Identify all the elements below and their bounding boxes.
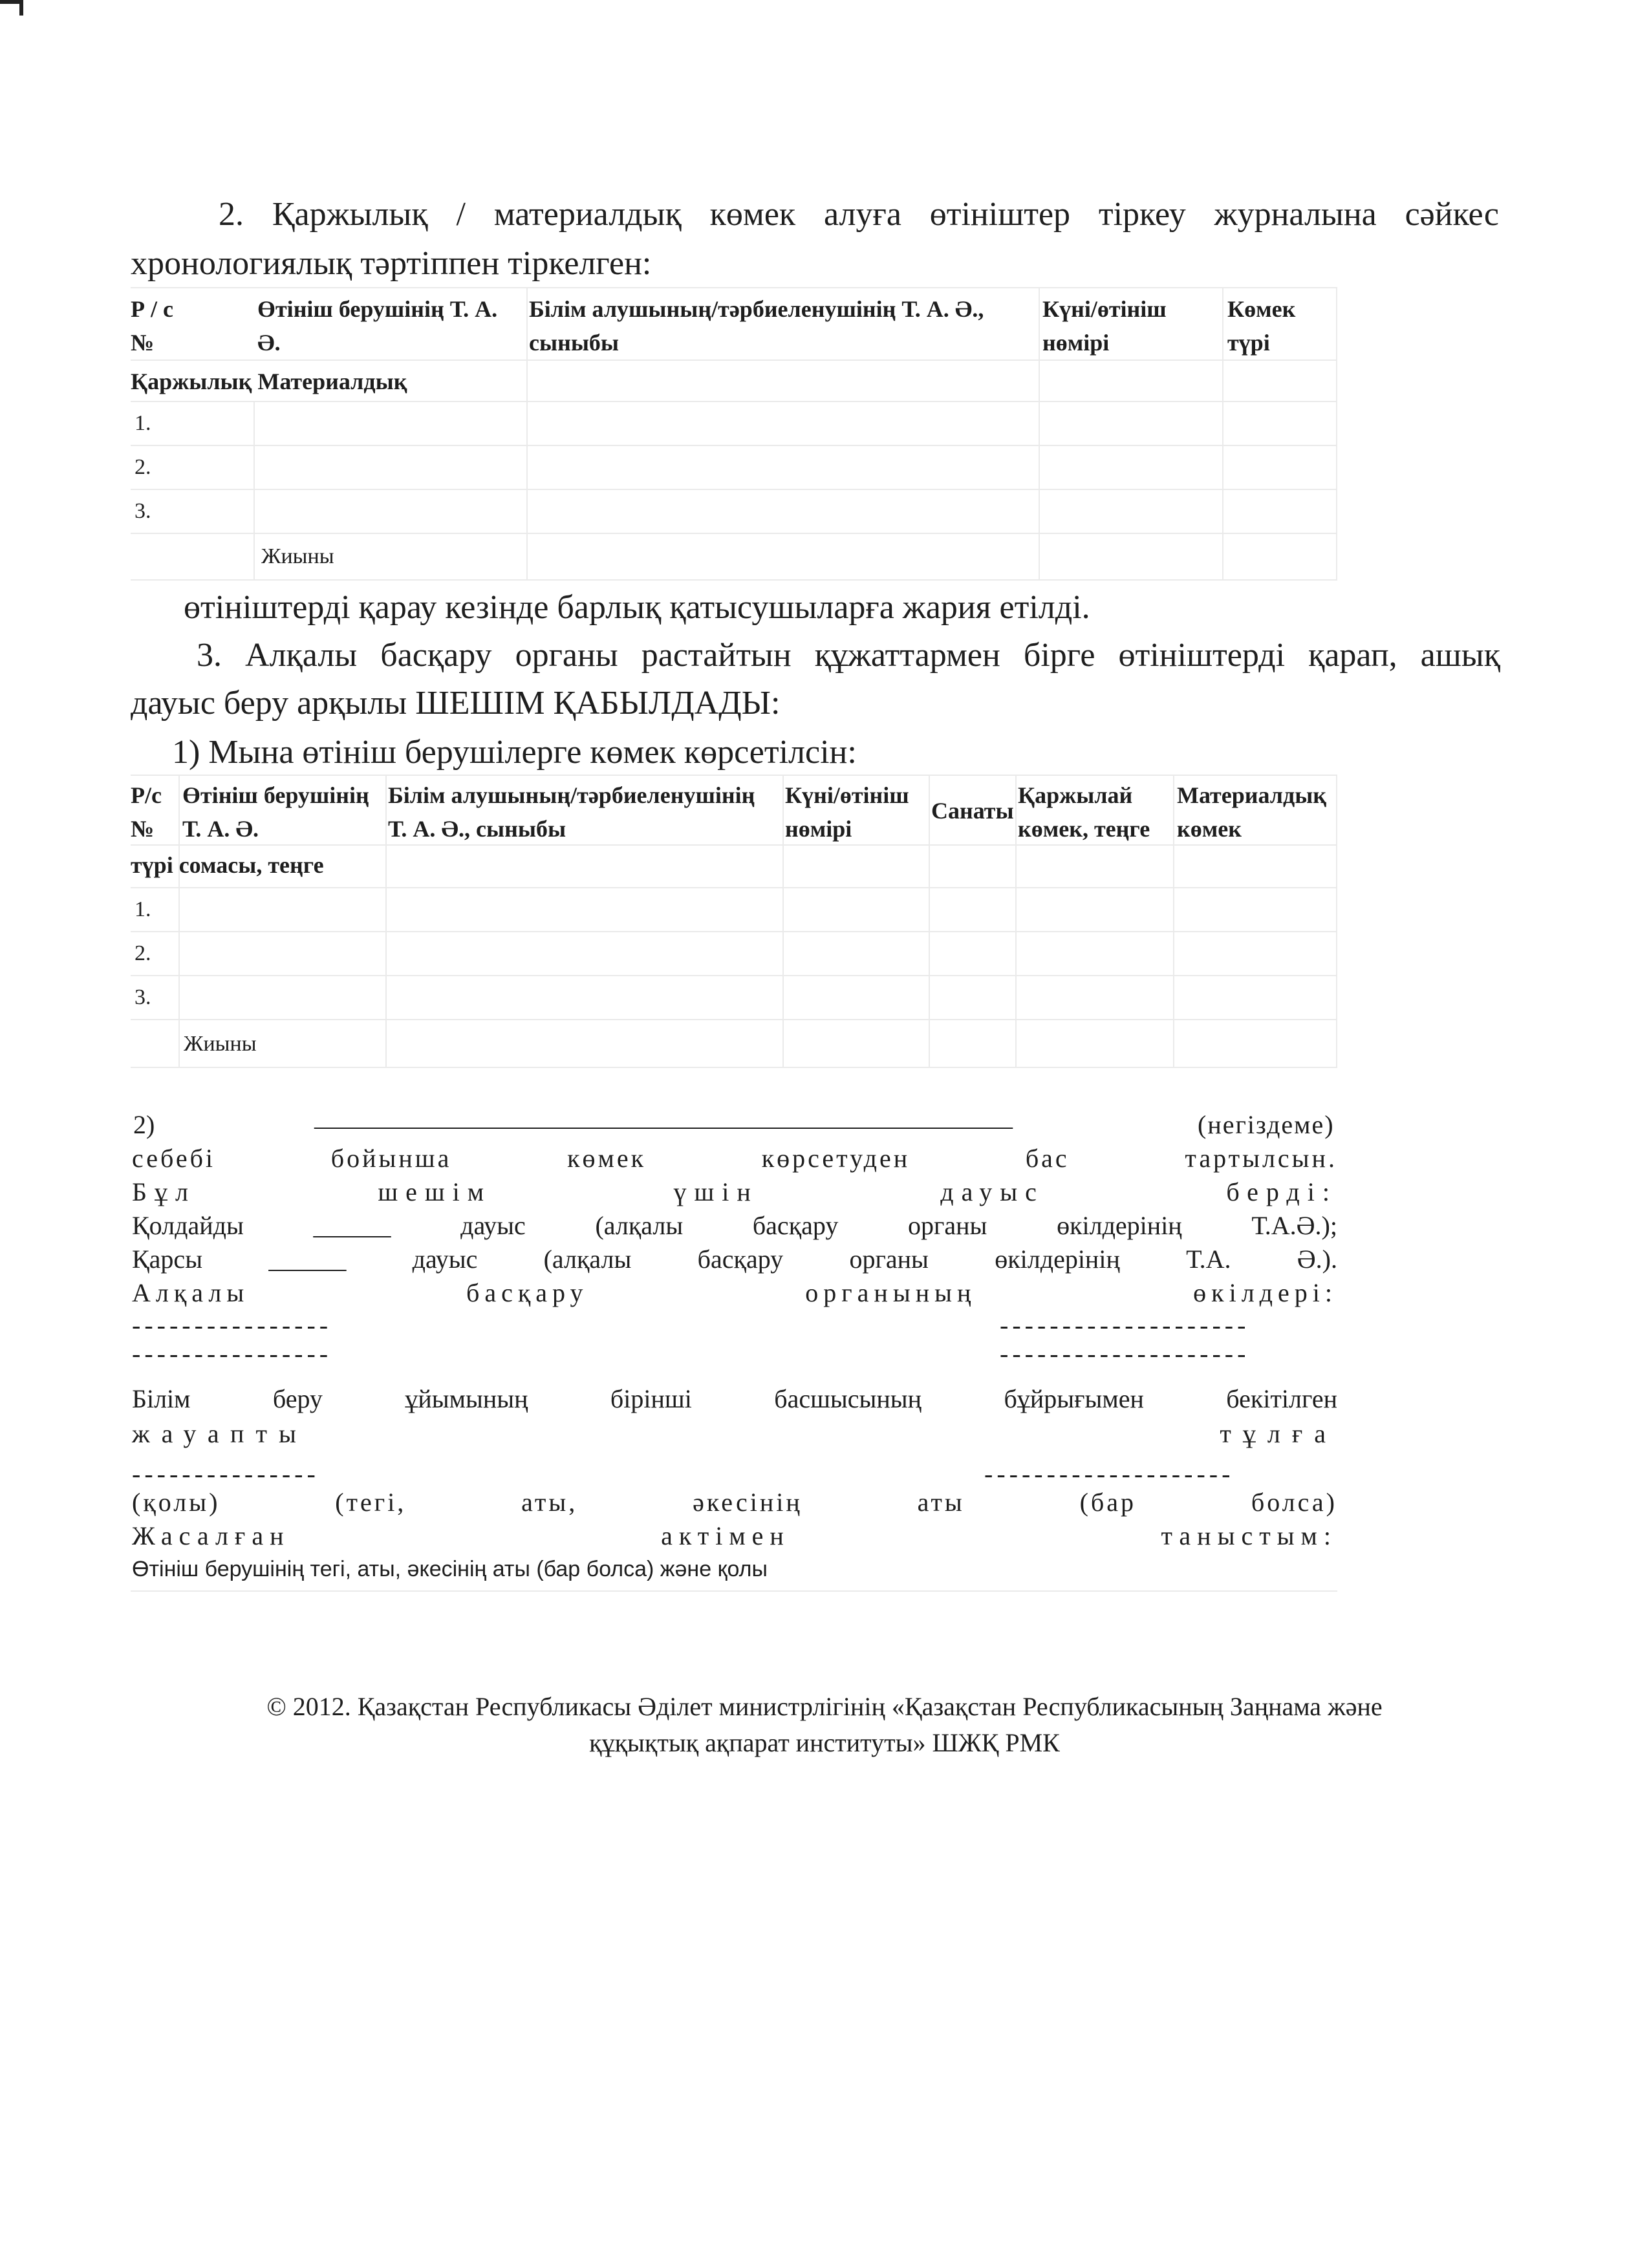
decision-against-line: Қарсы ______ дауыс (алқалы басқару органы өкілдерінің Т.А. Ә.). [132, 1245, 1337, 1274]
decision-responsible-line: Білім беру ұйымының бірінші басшысының бұйрығымен бекітілген [132, 1384, 1337, 1413]
table1-header-student: Білім алушының/тәрбиеленушінің Т. А. Ә., сыныбы [529, 296, 984, 356]
decision-bottom-rule [131, 1590, 1337, 1592]
table1-header-type: Көмек түрі [1227, 296, 1296, 356]
scan-corner-mark [0, 0, 23, 16]
sign-dash-left: --------------- [132, 1459, 319, 1488]
members-dash-left-2: ---------------- [132, 1339, 332, 1368]
decision-members-line: Алқалы басқару органының өкілдері: [132, 1278, 1337, 1307]
footer-line2: құқықтық ақпарат институты» ШЖҚ РМК [589, 1728, 1060, 1757]
section3-line2: дауыс беру арқылы ШЕШІМ ҚАБЫЛДАДЫ: [131, 685, 781, 722]
table2-subheader: түрі сомасы, теңге [131, 852, 324, 878]
table2-header-category: Санаты [931, 798, 1014, 824]
decision-sign-caption-line: (қолы) (тегі, аты, әкесінің аты (бар болса) [132, 1488, 1337, 1517]
decision-voted-line: Бұл шешім үшін дауыс берді: [132, 1177, 1337, 1206]
footer-line1: © 2012. Қазақстан Республикасы Әділет министрлігінің «Қазақстан Республикасының Заңнама және [266, 1692, 1383, 1721]
table1-row-2: 2. [135, 455, 151, 479]
decision-person-line: жауапты тұлға [132, 1419, 1337, 1448]
table2-header-student: Білім алушының/тәрбиеленушінің Т. А. Ә., сыныбы [388, 782, 755, 842]
decision-item2-number: 2) [133, 1110, 155, 1139]
section3-line1: 3. Алқалы басқару органы растайтын құжаттармен бірге өтініштерді қарап, ашық [197, 637, 1500, 674]
footer [0, 1689, 1649, 1761]
section2-line2: хронологиялық тәртіппен тіркелген: [131, 245, 652, 282]
decision-item2-blank: ______________________________________________________ [314, 1102, 1013, 1131]
table2-row-3: 3. [135, 985, 151, 1009]
table2-header-applicant: Өтініш берушінің Т. А. Ә. [182, 782, 369, 842]
table2-row-1: 1. [135, 897, 151, 921]
decision-refused-line: себебі бойынша көмек көрсетуден бас тартылсын. [132, 1144, 1337, 1173]
members-dash-right-2: -------------------- [1000, 1339, 1250, 1368]
table1-header-applicant: Өтініш берушінің Т. А. Ә. [257, 296, 498, 356]
table2-header-num: Р/с № [131, 782, 162, 842]
table2-total: Жиыны [184, 1032, 257, 1056]
members-dash-right-1: -------------------- [1000, 1311, 1250, 1340]
table2-row-2: 2. [135, 941, 151, 965]
decision-item2-basis: (негіздеме) [1198, 1110, 1335, 1139]
table2-header-date: Күні/өтініш нөмірі [785, 782, 909, 842]
applicant-signature-caption: Өтініш берушінің тегі, аты, әкесінің аты (бар болса) және қолы [132, 1557, 768, 1581]
sign-dash-right: -------------------- [984, 1459, 1234, 1488]
table2-header-financial: Қаржылай көмек, теңге [1018, 782, 1150, 842]
members-dash-left-1: ---------------- [132, 1311, 332, 1340]
table1-header-num: Р / с № [131, 296, 173, 356]
decision-for-line: Қолдайды ______ дауыс (алқалы басқару органы өкілдерінің Т.А.Ә.); [132, 1211, 1337, 1240]
table1-subheader: Қаржылық Материалдық [131, 369, 407, 394]
table1-row-1: 1. [135, 411, 151, 435]
table2-header-material: Материалдық көмек [1177, 782, 1327, 842]
table1-total: Жиыны [261, 544, 334, 568]
table1-row-3: 3. [135, 499, 151, 523]
after-table1-text: өтініштерді қарау кезінде барлық қатысушыларға жария етілді. [184, 589, 1090, 626]
decision-familiar-line: Жасалған актімен таныстым: [132, 1521, 1337, 1550]
section3-item1: 1) Мына өтініш берушілерге көмек көрсетілсін: [172, 734, 857, 771]
table1-header-date: Күні/өтініш нөмірі [1042, 296, 1167, 356]
section2-line1: 2. Қаржылық / материалдық көмек алуға өтініштер тіркеу журналына сәйкес [219, 196, 1499, 233]
